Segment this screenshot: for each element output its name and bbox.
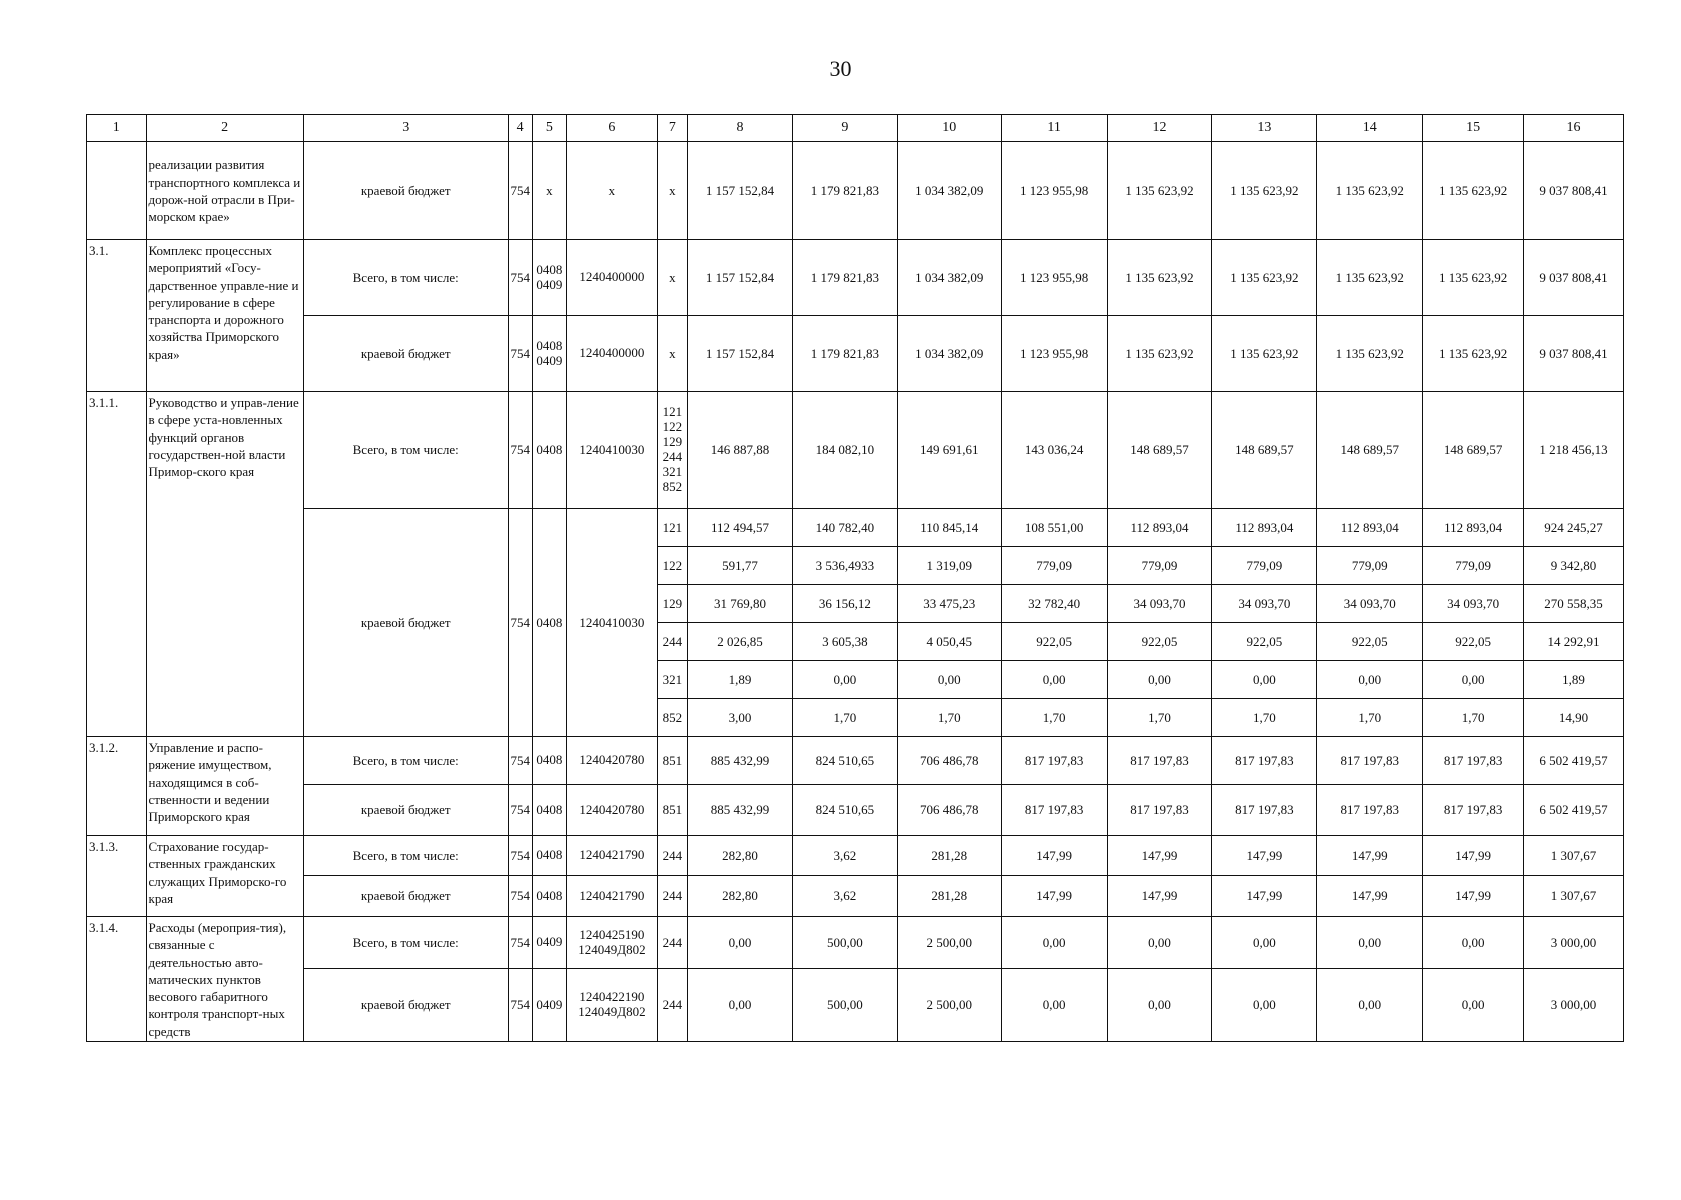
value-cell: 3 000,00 — [1524, 917, 1624, 969]
column-number-cell: 3 — [303, 115, 508, 142]
code-cell: 754 — [508, 392, 532, 509]
code-cell: 0408 0409 — [532, 240, 566, 316]
table-row — [87, 392, 1624, 509]
funding-source-cell: краевой бюджет — [303, 316, 508, 392]
value-cell: 0,00 — [1212, 917, 1317, 969]
value-cell: 1 319,09 — [897, 547, 1001, 585]
code-cell: 0408 — [532, 836, 566, 876]
column-number-cell: 5 — [532, 115, 566, 142]
code-cell: 1240422190 124049Д802 — [567, 969, 658, 1042]
column-number-cell: 6 — [567, 115, 658, 142]
code-cell: 754 — [508, 917, 532, 969]
funding-source-cell: краевой бюджет — [303, 969, 508, 1042]
value-cell: 779,09 — [1107, 547, 1212, 585]
value-cell: 1,70 — [1423, 699, 1524, 737]
value-cell: 3 605,38 — [792, 623, 897, 661]
value-cell: 34 093,70 — [1423, 585, 1524, 623]
table-body — [87, 115, 1624, 1042]
value-cell: 779,09 — [1001, 547, 1107, 585]
value-cell: 33 475,23 — [897, 585, 1001, 623]
code-cell: x — [657, 316, 687, 392]
value-cell: 6 502 419,57 — [1524, 737, 1624, 785]
column-number-cell: 13 — [1212, 115, 1317, 142]
value-cell: 779,09 — [1212, 547, 1317, 585]
value-cell: 1,89 — [688, 661, 793, 699]
table-row — [87, 969, 1624, 1042]
value-cell: 779,09 — [1423, 547, 1524, 585]
code-cell: 1240421790 — [567, 836, 658, 876]
value-cell: 1 135 623,92 — [1212, 240, 1317, 316]
value-cell: 0,00 — [1001, 661, 1107, 699]
value-cell: 1,70 — [792, 699, 897, 737]
value-cell: 0,00 — [1001, 969, 1107, 1042]
value-cell: 885 432,99 — [688, 737, 793, 785]
item-number-cell: 3.1. — [87, 240, 147, 392]
value-cell: 0,00 — [1317, 661, 1423, 699]
value-cell: 281,28 — [897, 876, 1001, 917]
value-cell: 0,00 — [1423, 661, 1524, 699]
value-cell: 9 037 808,41 — [1524, 142, 1624, 240]
value-cell: 0,00 — [1212, 661, 1317, 699]
item-number-cell: 3.1.1. — [87, 392, 147, 737]
value-cell: 149 691,61 — [897, 392, 1001, 509]
code-cell: 1240421790 — [567, 876, 658, 917]
funding-source-cell: Всего, в том числе: — [303, 392, 508, 509]
value-cell: 1 307,67 — [1524, 876, 1624, 917]
code-cell: 122 — [657, 547, 687, 585]
value-cell: 9 342,80 — [1524, 547, 1624, 585]
value-cell: 924 245,27 — [1524, 509, 1624, 547]
item-name-cell: Комплекс процессных мероприятий «Госу-дарственное управле-ние и регулирование в сфере транспорта и дорожного хозяйства Приморского края» — [146, 240, 303, 392]
value-cell: 1 034 382,09 — [897, 142, 1001, 240]
value-cell: 108 551,00 — [1001, 509, 1107, 547]
column-number-cell: 11 — [1001, 115, 1107, 142]
value-cell: 817 197,83 — [1001, 785, 1107, 836]
value-cell: 0,00 — [792, 661, 897, 699]
value-cell: 922,05 — [1317, 623, 1423, 661]
item-name-cell: Расходы (мероприя-тия), связанные с деятельностью авто-матических пунктов весового габаритного контроля транспорт-ных средств — [146, 917, 303, 1042]
value-cell: 14 292,91 — [1524, 623, 1624, 661]
code-cell: 754 — [508, 509, 532, 737]
value-cell: 36 156,12 — [792, 585, 897, 623]
code-cell: 0409 — [532, 969, 566, 1042]
value-cell: 0,00 — [1001, 917, 1107, 969]
value-cell: 147,99 — [1423, 876, 1524, 917]
value-cell: 140 782,40 — [792, 509, 897, 547]
item-number-cell — [87, 142, 147, 240]
value-cell: 1 157 152,84 — [688, 240, 793, 316]
value-cell: 1,70 — [1001, 699, 1107, 737]
column-number-cell: 14 — [1317, 115, 1423, 142]
value-cell: 147,99 — [1107, 836, 1212, 876]
code-cell: 754 — [508, 836, 532, 876]
value-cell: 147,99 — [1212, 876, 1317, 917]
column-number-cell: 4 — [508, 115, 532, 142]
code-cell: 1240420780 — [567, 785, 658, 836]
value-cell: 817 197,83 — [1212, 785, 1317, 836]
funding-source-cell: краевой бюджет — [303, 142, 508, 240]
value-cell: 817 197,83 — [1212, 737, 1317, 785]
value-cell: 0,00 — [1317, 969, 1423, 1042]
value-cell: 184 082,10 — [792, 392, 897, 509]
value-cell: 824 510,65 — [792, 785, 897, 836]
value-cell: 0,00 — [897, 661, 1001, 699]
value-cell: 148 689,57 — [1107, 392, 1212, 509]
code-cell: 0408 0409 — [532, 316, 566, 392]
code-cell: 0409 — [532, 917, 566, 969]
funding-source-cell: Всего, в том числе: — [303, 836, 508, 876]
value-cell: 34 093,70 — [1107, 585, 1212, 623]
funding-source-cell: Всего, в том числе: — [303, 737, 508, 785]
value-cell: 3,62 — [792, 836, 897, 876]
page-number: 30 — [829, 56, 852, 81]
funding-source-cell: краевой бюджет — [303, 509, 508, 737]
value-cell: 0,00 — [688, 917, 793, 969]
value-cell: 885 432,99 — [688, 785, 793, 836]
column-number-cell: 10 — [897, 115, 1001, 142]
item-name-cell: Управление и распо-ряжение имуществом, находящимся в соб-ственности и ведении Приморского края — [146, 737, 303, 836]
value-cell: 1 034 382,09 — [897, 240, 1001, 316]
value-cell: 1 179 821,83 — [792, 316, 897, 392]
column-number-cell: 16 — [1524, 115, 1624, 142]
value-cell: 1 123 955,98 — [1001, 316, 1107, 392]
code-cell: x — [657, 142, 687, 240]
value-cell: 0,00 — [1107, 969, 1212, 1042]
table-row — [87, 876, 1624, 917]
value-cell: 34 093,70 — [1212, 585, 1317, 623]
code-cell: 244 — [657, 836, 687, 876]
table-row — [87, 142, 1624, 240]
code-cell: 754 — [508, 240, 532, 316]
value-cell: 1,70 — [1317, 699, 1423, 737]
table-row — [87, 240, 1624, 316]
value-cell: 281,28 — [897, 836, 1001, 876]
value-cell: 922,05 — [1001, 623, 1107, 661]
code-cell: 754 — [508, 316, 532, 392]
column-number-cell: 1 — [87, 115, 147, 142]
value-cell: 1 135 623,92 — [1212, 316, 1317, 392]
table-row — [87, 509, 1624, 547]
value-cell: 1 135 623,92 — [1317, 142, 1423, 240]
value-cell: 1 123 955,98 — [1001, 240, 1107, 316]
table-row — [87, 316, 1624, 392]
code-cell: 754 — [508, 737, 532, 785]
column-number-cell: 15 — [1423, 115, 1524, 142]
code-cell: 244 — [657, 969, 687, 1042]
value-cell: 591,77 — [688, 547, 793, 585]
code-cell: 754 — [508, 142, 532, 240]
funding-source-cell: Всего, в том числе: — [303, 240, 508, 316]
value-cell: 817 197,83 — [1317, 737, 1423, 785]
value-cell: 1 135 623,92 — [1212, 142, 1317, 240]
column-number-cell: 2 — [146, 115, 303, 142]
value-cell: 1 218 456,13 — [1524, 392, 1624, 509]
value-cell: 112 893,04 — [1212, 509, 1317, 547]
value-cell: 270 558,35 — [1524, 585, 1624, 623]
item-name-cell: Страхование государ-ственных гражданских служащих Приморско-го края — [146, 836, 303, 917]
value-cell: 9 037 808,41 — [1524, 316, 1624, 392]
value-cell: 1 123 955,98 — [1001, 142, 1107, 240]
code-cell: 121 — [657, 509, 687, 547]
funding-source-cell: Всего, в том числе: — [303, 917, 508, 969]
value-cell: 147,99 — [1001, 836, 1107, 876]
value-cell: 148 689,57 — [1212, 392, 1317, 509]
value-cell: 3 536,4933 — [792, 547, 897, 585]
code-cell: 1240410030 — [567, 509, 658, 737]
table-row — [87, 785, 1624, 836]
value-cell: 1 135 623,92 — [1317, 240, 1423, 316]
value-cell: 146 887,88 — [688, 392, 793, 509]
code-cell: 244 — [657, 876, 687, 917]
value-cell: 1 307,67 — [1524, 836, 1624, 876]
value-cell: 31 769,80 — [688, 585, 793, 623]
value-cell: 1 179 821,83 — [792, 142, 897, 240]
table-row — [87, 115, 1624, 142]
value-cell: 1,70 — [897, 699, 1001, 737]
code-cell: 0408 — [532, 785, 566, 836]
value-cell: 147,99 — [1317, 876, 1423, 917]
value-cell: 3,00 — [688, 699, 793, 737]
value-cell: 14,90 — [1524, 699, 1624, 737]
value-cell: 922,05 — [1423, 623, 1524, 661]
value-cell: 4 050,45 — [897, 623, 1001, 661]
value-cell: 3 000,00 — [1524, 969, 1624, 1042]
value-cell: 110 845,14 — [897, 509, 1001, 547]
value-cell: 282,80 — [688, 876, 793, 917]
code-cell: 1240410030 — [567, 392, 658, 509]
code-cell: 1240400000 — [567, 240, 658, 316]
funding-source-cell: краевой бюджет — [303, 785, 508, 836]
value-cell: 500,00 — [792, 917, 897, 969]
value-cell: 1 135 623,92 — [1317, 316, 1423, 392]
code-cell: 754 — [508, 969, 532, 1042]
value-cell: 148 689,57 — [1423, 392, 1524, 509]
code-cell: 0408 — [532, 876, 566, 917]
budget-table — [86, 114, 1624, 1042]
value-cell: 6 502 419,57 — [1524, 785, 1624, 836]
value-cell: 9 037 808,41 — [1524, 240, 1624, 316]
value-cell: 1,70 — [1212, 699, 1317, 737]
value-cell: 0,00 — [1212, 969, 1317, 1042]
code-cell: 754 — [508, 785, 532, 836]
column-number-cell: 9 — [792, 115, 897, 142]
code-cell: x — [567, 142, 658, 240]
code-cell: 0408 — [532, 392, 566, 509]
value-cell: 112 893,04 — [1107, 509, 1212, 547]
code-cell: 0408 — [532, 509, 566, 737]
value-cell: 32 782,40 — [1001, 585, 1107, 623]
item-name-cell: реализации развития транспортного комплекса и дорож-ной отрасли в При-морском крае» — [146, 142, 303, 240]
value-cell: 922,05 — [1107, 623, 1212, 661]
value-cell: 817 197,83 — [1317, 785, 1423, 836]
item-number-cell: 3.1.4. — [87, 917, 147, 1042]
code-cell: 1240420780 — [567, 737, 658, 785]
funding-source-cell: краевой бюджет — [303, 876, 508, 917]
value-cell: 817 197,83 — [1001, 737, 1107, 785]
column-number-cell: 12 — [1107, 115, 1212, 142]
table-row — [87, 836, 1624, 876]
code-cell: 244 — [657, 917, 687, 969]
value-cell: 2 500,00 — [897, 917, 1001, 969]
value-cell: 1 135 623,92 — [1423, 240, 1524, 316]
code-cell: 1240400000 — [567, 316, 658, 392]
value-cell: 1 135 623,92 — [1423, 316, 1524, 392]
value-cell: 1 157 152,84 — [688, 316, 793, 392]
value-cell: 34 093,70 — [1317, 585, 1423, 623]
value-cell: 1 034 382,09 — [897, 316, 1001, 392]
value-cell: 824 510,65 — [792, 737, 897, 785]
code-cell: 321 — [657, 661, 687, 699]
value-cell: 1,70 — [1107, 699, 1212, 737]
code-cell: 1240425190 124049Д802 — [567, 917, 658, 969]
value-cell: 147,99 — [1212, 836, 1317, 876]
code-cell: x — [532, 142, 566, 240]
value-cell: 282,80 — [688, 836, 793, 876]
column-number-cell: 7 — [657, 115, 687, 142]
code-cell: 121 122 129 244 321 852 — [657, 392, 687, 509]
value-cell: 147,99 — [1107, 876, 1212, 917]
value-cell: 0,00 — [1423, 969, 1524, 1042]
item-number-cell: 3.1.2. — [87, 737, 147, 836]
value-cell: 148 689,57 — [1317, 392, 1423, 509]
value-cell: 112 893,04 — [1317, 509, 1423, 547]
value-cell: 1 135 623,92 — [1107, 316, 1212, 392]
value-cell: 147,99 — [1423, 836, 1524, 876]
value-cell: 706 486,78 — [897, 785, 1001, 836]
value-cell: 112 494,57 — [688, 509, 793, 547]
value-cell: 112 893,04 — [1423, 509, 1524, 547]
value-cell: 1 157 152,84 — [688, 142, 793, 240]
value-cell: 1 135 623,92 — [1423, 142, 1524, 240]
value-cell: 143 036,24 — [1001, 392, 1107, 509]
value-cell: 1,89 — [1524, 661, 1624, 699]
value-cell: 147,99 — [1001, 876, 1107, 917]
table-row — [87, 737, 1624, 785]
value-cell: 817 197,83 — [1107, 737, 1212, 785]
value-cell: 0,00 — [1317, 917, 1423, 969]
value-cell: 0,00 — [1107, 917, 1212, 969]
value-cell: 922,05 — [1212, 623, 1317, 661]
value-cell: 3,62 — [792, 876, 897, 917]
code-cell: x — [657, 240, 687, 316]
code-cell: 851 — [657, 785, 687, 836]
table-row — [87, 917, 1624, 969]
value-cell: 1 135 623,92 — [1107, 142, 1212, 240]
column-number-cell: 8 — [688, 115, 793, 142]
code-cell: 0408 — [532, 737, 566, 785]
item-name-cell: Руководство и управ-ление в сфере уста-новленных функций органов государствен-ной власти Примор-ского края — [146, 392, 303, 737]
code-cell: 851 — [657, 737, 687, 785]
value-cell: 0,00 — [1107, 661, 1212, 699]
value-cell: 706 486,78 — [897, 737, 1001, 785]
item-number-cell: 3.1.3. — [87, 836, 147, 917]
value-cell: 2 026,85 — [688, 623, 793, 661]
code-cell: 244 — [657, 623, 687, 661]
code-cell: 129 — [657, 585, 687, 623]
code-cell: 754 — [508, 876, 532, 917]
value-cell: 779,09 — [1317, 547, 1423, 585]
value-cell: 817 197,83 — [1107, 785, 1212, 836]
value-cell: 500,00 — [792, 969, 897, 1042]
value-cell: 2 500,00 — [897, 969, 1001, 1042]
value-cell: 0,00 — [688, 969, 793, 1042]
value-cell: 817 197,83 — [1423, 737, 1524, 785]
value-cell: 147,99 — [1317, 836, 1423, 876]
value-cell: 1 135 623,92 — [1107, 240, 1212, 316]
value-cell: 817 197,83 — [1423, 785, 1524, 836]
value-cell: 0,00 — [1423, 917, 1524, 969]
code-cell: 852 — [657, 699, 687, 737]
value-cell: 1 179 821,83 — [792, 240, 897, 316]
